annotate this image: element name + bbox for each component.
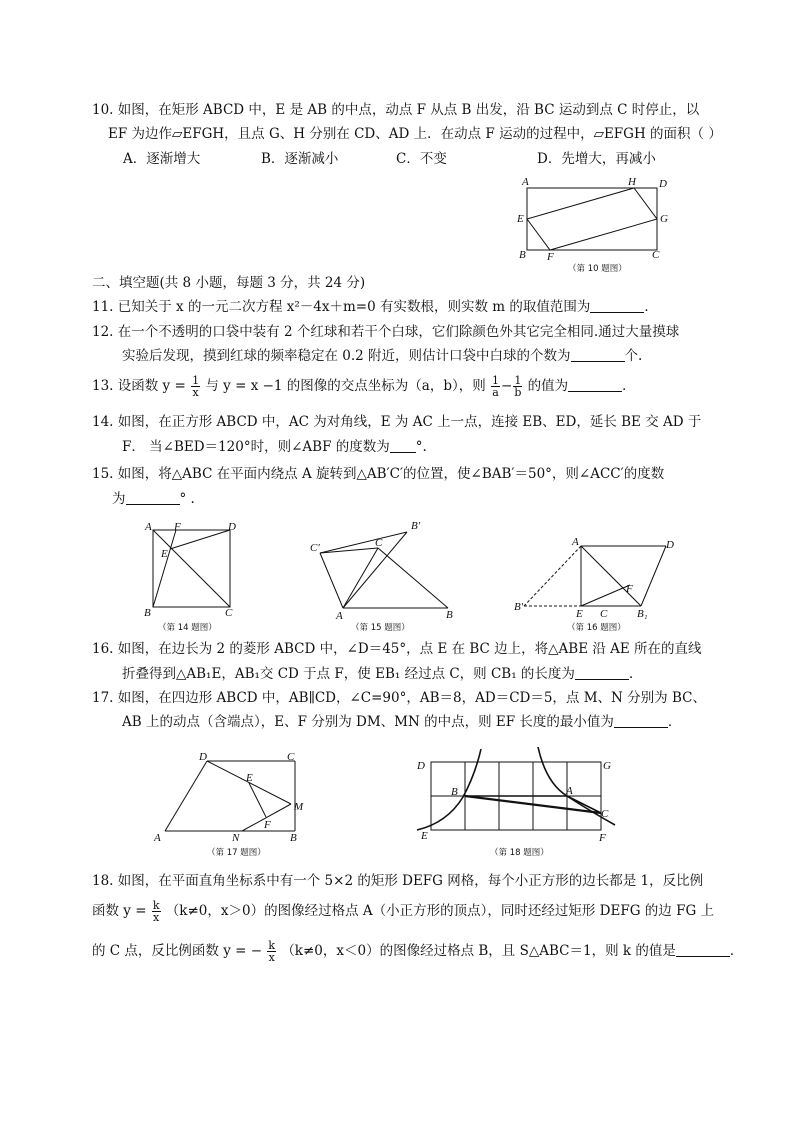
fig10-label-h: H [628, 176, 636, 188]
figure-q14 [140, 520, 250, 635]
q18-f2-num: k [268, 939, 276, 952]
q18-l2-post: （k≠0，x＞0）的图像经过格点 A（小正方形的顶点），同时还经过矩形 DEFG 的边 FG 上 [165, 903, 715, 919]
q11-end: ． [644, 299, 658, 315]
fig18-label-e: E [421, 830, 428, 842]
figure-q10 [510, 175, 680, 275]
q14-line2 [122, 438, 427, 456]
q14-text: F． 当∠BED＝120°时，则∠ABF 的度数为 [122, 439, 390, 455]
q17-line2 [122, 713, 681, 731]
q17-answer-blank[interactable] [614, 713, 668, 728]
q13-line [92, 371, 636, 401]
q11-text: 11. 已知关于 x 的一元二次方程 x²－4x＋m=0 有实数根，则实数 m 的取值范围为 [92, 299, 591, 315]
q13-f2b-num: 1 [514, 374, 522, 387]
fig17-label-a: A [154, 832, 161, 844]
fig16-label-e: E [576, 608, 583, 620]
fig17-caption: （第 17 题图） [207, 848, 266, 858]
q16-end: ． [628, 666, 643, 682]
fig17-label-d: D [199, 751, 207, 763]
fig17-label-b: B [290, 832, 297, 844]
q14-end: °. [415, 439, 427, 455]
q17-text: AB 上的动点（含端点），E、F 分别为 DM、MN 的中点，则 EF 长度的最小值为 [122, 714, 614, 730]
q12-end: 个. [624, 348, 643, 364]
q13-f1-num: 1 [192, 374, 200, 387]
fig17-label-m: M [294, 801, 304, 813]
q11-answer-blank[interactable] [590, 298, 644, 313]
q10-option-b: B．逐渐减小 [261, 151, 339, 167]
fig15-label-b: B [446, 609, 453, 621]
fig16-label-bprime: B′ [514, 601, 524, 613]
q17-line1: 17. 如图，在四边形 ABCD 中，AB∥CD，∠C=90°，AB＝8，AD＝CD＝5，点 M、N 分别为 BC、 [92, 690, 706, 706]
fig16-label-c: C [600, 608, 608, 620]
fig16-label-f: F [626, 583, 633, 595]
fig17-label-e: E [246, 772, 253, 784]
q18-line3 [92, 936, 743, 966]
q15-answer-blank[interactable] [126, 490, 180, 505]
q13-end: ． [622, 378, 636, 394]
q14-line1: 14. 如图，在正方形 ABCD 中，AC 为对角线，E 为 AC 上一点，连接 EB、ED，延长 BE 交 AD 于 [92, 414, 702, 430]
fig15-label-a: A [336, 610, 343, 622]
q18-f-num: k [152, 899, 160, 912]
figure-q17 [150, 748, 315, 863]
fig14-label-f: F [174, 521, 181, 533]
q17-end: ． [667, 714, 682, 730]
fig17-label-n: N [232, 832, 240, 844]
fig17-label-f: F [264, 819, 271, 831]
fig18-label-d: D [417, 760, 425, 772]
q16-answer-blank[interactable] [575, 665, 629, 680]
fig10-label-g: G [660, 213, 668, 225]
fig14-label-a: A [145, 521, 152, 533]
fig18-label-b: B [451, 786, 458, 798]
q18-l3-pre: 的 C 点，反比例函数 y = − [92, 943, 263, 959]
fig15-caption: （第 15 题图） [351, 623, 410, 633]
q14-answer-blank[interactable] [390, 438, 416, 453]
q15-line2 [112, 490, 195, 508]
fig16-label-d: D [666, 539, 674, 551]
q15-text: 为 [112, 491, 126, 507]
q13-frac-1-over-a [491, 375, 500, 398]
q16-line2 [122, 665, 642, 683]
q12-text: 实验后发现，摸到红球的频率稳定在 0.2 附近，则估计口袋中白球的个数为 [122, 348, 571, 364]
fig18-caption: （第 18 题图） [490, 848, 549, 858]
q13-post: 的值为 [527, 378, 569, 394]
q10-line2: EF 为边作▱EFGH，且点 G、H 分别在 CD、AD 上．在动点 F 运动的过程中，▱EFGH 的面积（ ） [108, 126, 722, 142]
q18-f-den: x [153, 911, 160, 924]
q10-option-a: A．逐渐增大 [123, 151, 201, 167]
fig16-caption: （第 16 题图） [567, 623, 626, 633]
figure-q15 [305, 515, 465, 635]
fig10-label-f: F [547, 251, 554, 263]
figure-q18 [405, 745, 620, 863]
q12-answer-blank[interactable] [571, 347, 625, 362]
q10-option-d: D．先增大，再减小 [537, 151, 656, 167]
fig15-label-c: C [375, 537, 383, 549]
fig10-label-d: D [659, 178, 667, 190]
q13-minus: − [501, 378, 513, 394]
section-title: 二、填空题(共 8 小题，每题 3 分，共 24 分) [92, 275, 366, 291]
q18-frac-k-over-x [152, 900, 161, 923]
fig16-label-b1: B₁ [637, 608, 648, 620]
fig18-label-f: F [599, 832, 606, 844]
fig10-label-a: A [522, 176, 529, 188]
fig14-caption: （第 14 题图） [158, 623, 217, 633]
fig15-label-cprime: C′ [310, 542, 320, 554]
fig14-label-c: C [225, 607, 233, 619]
q13-mid: 与 y = x −1 的图像的交点坐标为（a，b），则 [205, 378, 486, 394]
q18-answer-blank[interactable] [676, 942, 730, 957]
q13-pre: 13. 设函数 y = [92, 378, 186, 394]
fig14-label-b: B [144, 607, 151, 619]
q18-frac-neg-k-over-x [267, 940, 276, 963]
fig18-label-a: A [566, 785, 573, 797]
q10-line1: 10. 如图，在矩形 ABCD 中，E 是 AB 的中点，动点 F 从点 B 出发，沿 BC 运动到点 C 时停止，以 [92, 102, 700, 118]
q15-line1: 15. 如图，将△ABC 在平面内绕点 A 旋转到△AB′C′的位置，使∠BAB′＝50°，则∠ACC′的度数 [92, 466, 665, 482]
q10-option-c: C．不变 [396, 151, 447, 167]
q13-frac-1-over-x [191, 375, 200, 398]
q11-line [92, 298, 658, 316]
q18-f2-den: x [268, 951, 275, 964]
q13-f2a-num: 1 [492, 374, 500, 387]
q13-f1-den: x [192, 386, 199, 399]
q13-f2a-den: a [492, 386, 499, 399]
q13-answer-blank[interactable] [568, 377, 622, 392]
fig16-label-a: A [572, 536, 579, 548]
q18-end: ． [729, 943, 744, 959]
q18-line2 [92, 896, 714, 926]
q18-l3-post: （k≠0，x＜0）的图像经过格点 B，且 S△ABC＝1，则 k 的值是 [281, 943, 676, 959]
q18-l2-pre: 函数 y = [92, 903, 147, 919]
q13-frac-1-over-b [513, 375, 522, 398]
fig18-label-g: G [603, 760, 611, 772]
fig10-label-b: B [519, 249, 526, 261]
q16-text: 折叠得到△AB₁E，AB₁交 CD 于点 F，使 EB₁ 经过点 C，则 CB₁ 的长度为 [122, 666, 575, 682]
fig18-label-c: C [601, 808, 609, 820]
fig10-caption: （第 10 题图） [568, 264, 627, 274]
q12-line2 [122, 347, 642, 365]
fig15-label-bprime: B′ [411, 520, 421, 532]
fig10-label-e: E [517, 213, 524, 225]
q13-f2b-den: b [514, 386, 522, 399]
fig10-label-c: C [652, 249, 660, 261]
fig14-label-d: D [228, 521, 236, 533]
q15-end: ° . [179, 491, 195, 507]
q18-line1: 18. 如图，在平面直角坐标系中有一个 5×2 的矩形 DEFG 网格，每个小正方形的边长都是 1，反比例 [92, 873, 704, 889]
fig17-label-c: C [287, 751, 295, 763]
q12-line1: 12. 在一个不透明的口袋中装有 2 个红球和若干个白球，它们除颜色外其它完全相同.通过大量摸球 [92, 324, 680, 340]
figure-q16 [510, 530, 690, 635]
fig14-label-e: E [161, 548, 168, 560]
q16-line1: 16. 如图，在边长为 2 的菱形 ABCD 中，∠D＝45°，点 E 在 BC 边上，将△ABE 沿 AE 所在的直线 [92, 641, 702, 657]
